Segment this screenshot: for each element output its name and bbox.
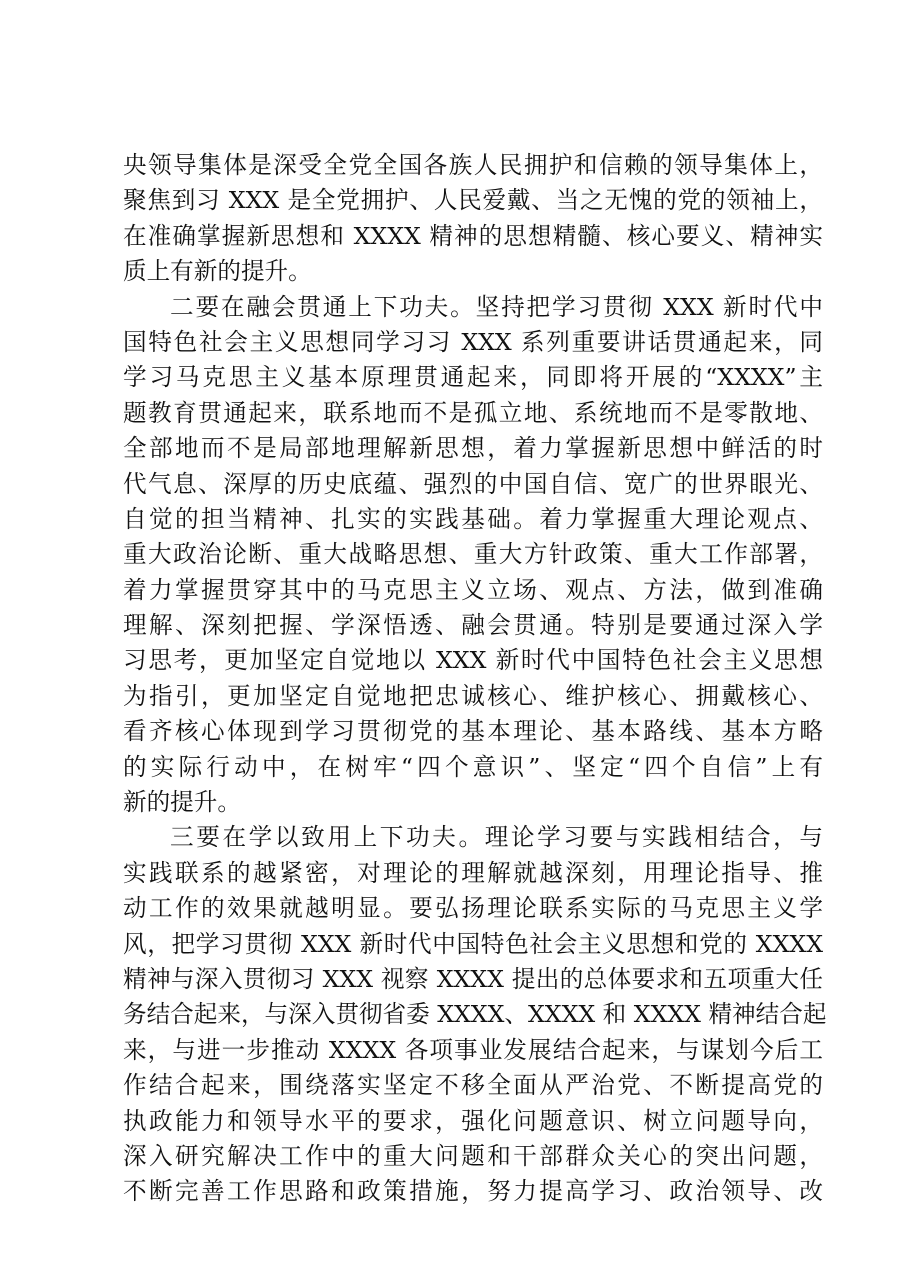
text-line: 在准确掌握新思想和 XXXX 精神的思想精髓、核心要义、精神实 bbox=[123, 221, 823, 250]
text-line: 实践联系的越紧密，对理论的理解就越深刻，用理论指导、推 bbox=[123, 858, 823, 887]
paragraph-start-line: 三要在学以致用上下功夫。理论学习要与实践相结合，与 bbox=[170, 823, 823, 852]
text-line: 精神与深入贯彻习 XXX 视察 XXXX 提出的总体要求和五项重大任 bbox=[123, 964, 823, 993]
text-line: 作结合起来，围绕落实坚定不移全面从严治党、不断提高党的 bbox=[123, 1071, 823, 1100]
text-line: 风，把学习贯彻 XXX 新时代中国特色社会主义思想和党的 XXXX bbox=[123, 929, 823, 958]
text-line: 为指引，更加坚定自觉地把忠诚核心、维护核心、拥戴核心、 bbox=[123, 681, 823, 710]
text-line: 习思考，更加坚定自觉地以 XXX 新时代中国特色社会主义思想 bbox=[123, 646, 823, 675]
text-line: 新的提升。 bbox=[123, 788, 241, 817]
text-line: 来，与进一步推动 XXXX 各项事业发展结合起来，与谋划今后工 bbox=[123, 1035, 823, 1064]
text-line: 自觉的担当精神、扎实的实践基础。着力掌握重大理论观点、 bbox=[123, 504, 823, 533]
text-line: 质上有新的提升。 bbox=[123, 257, 312, 286]
text-line: 题教育贯通起来，联系地而不是孤立地、系统地而不是零散地、 bbox=[123, 398, 823, 427]
text-line: 理解、深刻把握、学深悟透、融会贯通。特别是要通过深入学 bbox=[123, 611, 823, 640]
text-line: 聚焦到习 XXX 是全党拥护、人民爱戴、当之无愧的党的领袖上， bbox=[123, 186, 823, 215]
text-line: 不断完善工作思路和政策措施，努力提高学习、政治领导、改 bbox=[123, 1177, 823, 1206]
text-line: 国特色社会主义思想同学习习 XXX 系列重要讲话贯通起来，同 bbox=[123, 327, 823, 356]
text-line: 看齐核心体现到学习贯彻党的基本理论、基本路线、基本方略 bbox=[123, 717, 823, 746]
text-line: 重大政治论断、重大战略思想、重大方针政策、重大工作部署， bbox=[123, 540, 823, 569]
text-line: 全部地而不是局部地理解新思想，着力掌握新思想中鲜活的时 bbox=[123, 434, 823, 463]
text-line: 央领导集体是深受全党全国各族人民拥护和信赖的领导集体上， bbox=[123, 151, 823, 179]
text-line: 代气息、深厚的历史底蕴、强烈的中国自信、宽广的世界眼光、 bbox=[123, 469, 823, 498]
text-line: 务结合起来，与深入贯彻省委 XXXX、XXXX 和 XXXX 精神结合起 bbox=[123, 1000, 827, 1029]
body-text bbox=[123, 148, 827, 1210]
text-line: 的实际行动中，在树牢“四个意识”、坚定“四个自信”上有 bbox=[123, 752, 823, 781]
text-line: 深入研究解决工作中的重大问题和干部群众关心的突出问题， bbox=[123, 1141, 823, 1170]
text-line: 执政能力和领导水平的要求，强化问题意识、树立问题导向， bbox=[123, 1106, 823, 1135]
text-line: 学习马克思主义基本原理贯通起来，同即将开展的“XXXX”主 bbox=[123, 363, 823, 392]
paragraph-start-line: 二要在融会贯通上下功夫。坚持把学习贯彻 XXX 新时代中 bbox=[170, 292, 823, 321]
text-line: 着力掌握贯穿其中的马克思主义立场、观点、方法，做到准确 bbox=[123, 575, 823, 604]
text-line: 动工作的效果就越明显。要弘扬理论联系实际的马克思主义学 bbox=[123, 894, 823, 923]
